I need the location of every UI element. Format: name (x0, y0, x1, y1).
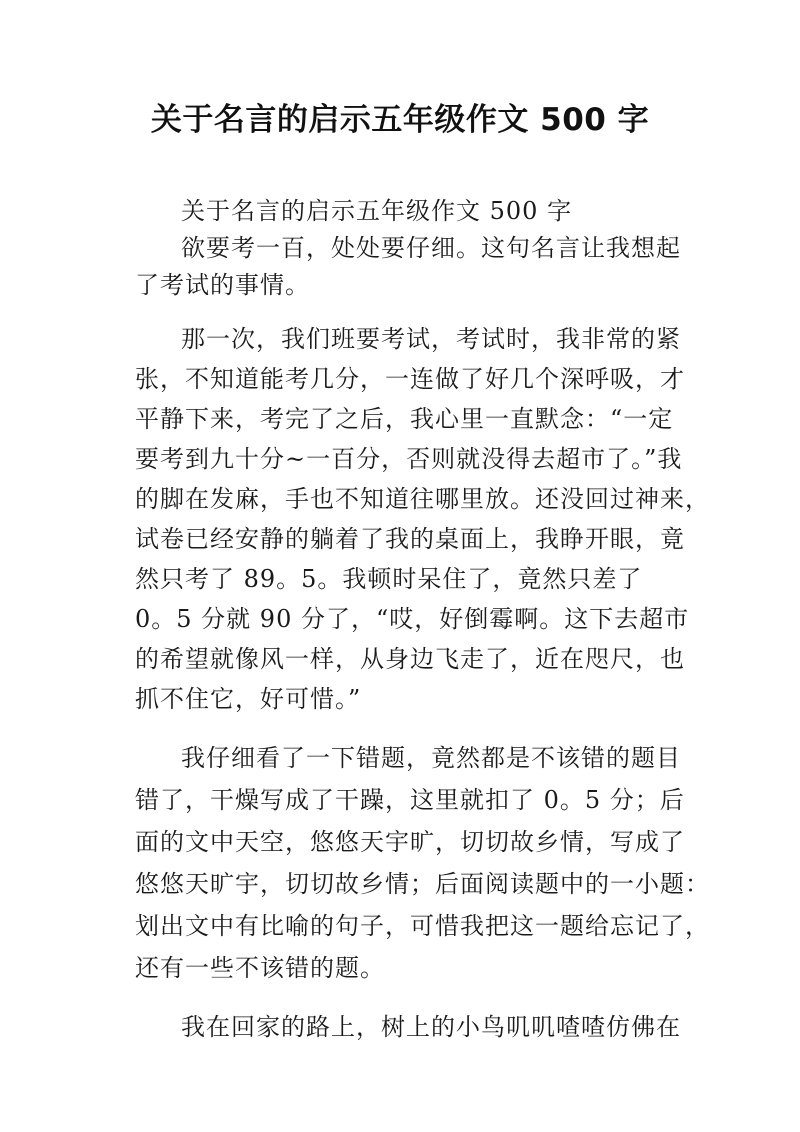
text-line: 我在回家的路上，树上的小鸟叽叽喳喳仿佛在 (181, 1013, 681, 1041)
text-line: 张，不知道能考几分，一连做了好几个深呼吸，才 (135, 365, 685, 393)
text-line: 划出文中有比喻的句子，可惜我把这一题给忘记了， (135, 912, 710, 940)
text-line: 的脚在发麻，手也不知道往哪里放。还没回过神来， (135, 485, 710, 513)
text-line: 然只考了 89。5。我顿时呆住了，竟然只差了 (135, 565, 643, 593)
text-line: 平静下来，考完了之后，我心里一直默念：“一定 (135, 405, 674, 433)
text-line: 0。5 分就 90 分了，“哎，好倒霉啊。这下去超市 (135, 605, 690, 633)
text-line: 悠悠天旷宇，切切故乡情；后面阅读题中的一小题： (135, 870, 710, 898)
text-line: 了考试的事情。 (135, 271, 310, 299)
text-line: 还有一些不该错的题。 (135, 954, 385, 982)
text-line: 那一次，我们班要考试，考试时，我非常的紧 (181, 325, 681, 353)
text-line: 要考到九十分~一百分，否则就没得去超市了。”我 (135, 445, 683, 473)
text-line: 我仔细看了一下错题，竟然都是不该错的题目 (181, 744, 681, 772)
text-line: 试卷已经安静的躺着了我的桌面上，我睁开眼，竟 (135, 525, 685, 553)
text-line: 错了，干燥写成了干躁，这里就扣了 0。5 分；后 (135, 786, 685, 814)
text-line: 欲要考一百，处处要仔细。这句名言让我想起 (181, 234, 681, 262)
text-line: 的希望就像风一样，从身边飞走了，近在咫尺，也 (135, 645, 685, 673)
text-line: 抓不住它，好可惜。” (135, 685, 362, 713)
document-title: 关于名言的启示五年级作文 500 字 (150, 102, 650, 138)
text-line: 面的文中天空，悠悠天宇旷，切切故乡情，写成了 (135, 828, 685, 856)
text-line: 关于名言的启示五年级作文 500 字 (181, 197, 573, 225)
